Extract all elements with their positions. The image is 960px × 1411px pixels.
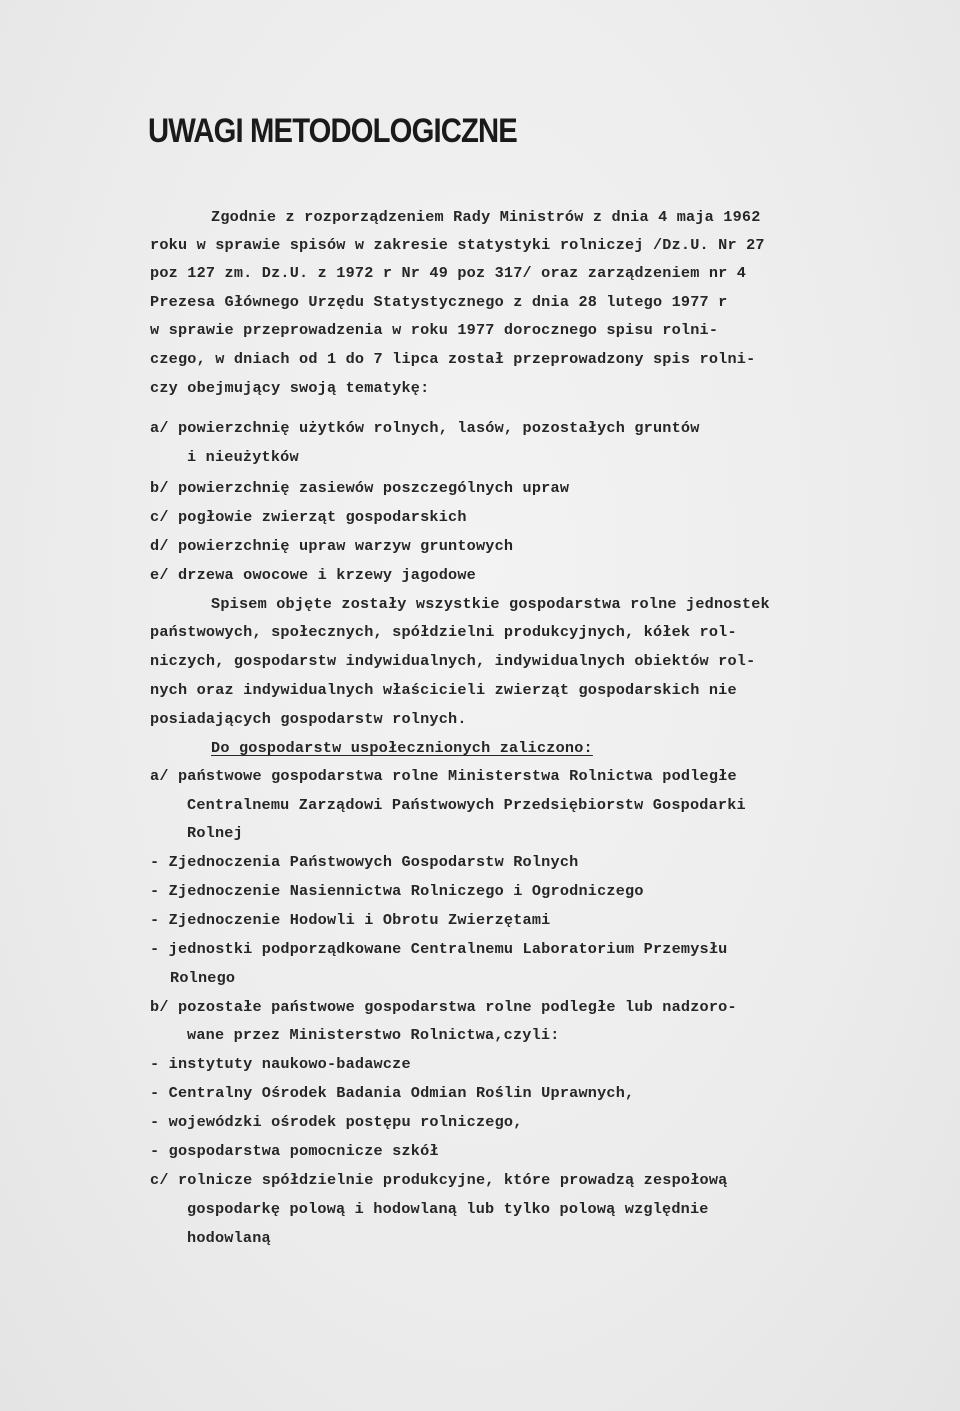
text-line: poz 127 zm. Dz.U. z 1972 r Nr 49 poz 317/ oraz zarządzeniem nr 4 <box>150 264 747 282</box>
list-item: c/ pogłowie zwierząt gospodarskich <box>150 508 467 526</box>
list-item: b/ powierzchnię zasiewów poszczególnych upraw <box>150 479 570 497</box>
list-item: b/ pozostałe państwowe gospodarstwa rolne podległe lub nadzoro- <box>150 998 737 1016</box>
list-item: - Zjednoczenie Nasiennictwa Rolniczego i Ogrodniczego <box>150 882 644 900</box>
list-item-continuation: Rolnej <box>187 824 243 842</box>
list-item: - Zjednoczenia Państwowych Gospodarstw Rolnych <box>150 853 579 871</box>
list-item: e/ drzewa owocowe i krzewy jagodowe <box>150 566 476 584</box>
list-item-continuation: Centralnemu Zarządowi Państwowych Przedsiębiorstw Gospodarki <box>187 796 746 814</box>
text-line: roku w sprawie spisów w zakresie statystyki rolniczej /Dz.U. Nr 27 <box>150 236 765 254</box>
text-line: w sprawie przeprowadzenia w roku 1977 dorocznego spisu rolni- <box>150 321 719 339</box>
text-line: czy obejmujący swoją tematykę: <box>150 379 430 397</box>
text-line: posiadających gospodarstw rolnych. <box>150 710 467 728</box>
list-item: - gospodarstwa pomocnicze szkół <box>150 1142 439 1160</box>
list-item-continuation: wane przez Ministerstwo Rolnictwa,czyli: <box>187 1026 560 1044</box>
list-item-continuation: hodowlaną <box>187 1229 271 1247</box>
page-title: UWAGI METODOLOGICZNE <box>148 112 517 150</box>
list-item: - Centralny Ośrodek Badania Odmian Roślin Uprawnych, <box>150 1084 635 1102</box>
text-line: państwowych, społecznych, spółdzielni produkcyjnych, kółek rol- <box>150 623 737 641</box>
list-item: - wojewódzki ośrodek postępu rolniczego, <box>150 1113 523 1131</box>
list-item: a/ państwowe gospodarstwa rolne Ministerstwa Rolnictwa podległe <box>150 767 737 785</box>
text-line: Zgodnie z rozporządzeniem Rady Ministrów z dnia 4 maja 1962 <box>211 208 761 226</box>
list-item-continuation: Rolnego <box>170 969 236 987</box>
text-line: Spisem objęte zostały wszystkie gospodarstwa rolne jednostek <box>211 595 770 613</box>
list-item-continuation: gospodarkę polową i hodowlaną lub tylko polową względnie <box>187 1200 709 1218</box>
text-line: nych oraz indywidualnych właścicieli zwierząt gospodarskich nie <box>150 681 737 699</box>
list-item: a/ powierzchnię użytków rolnych, lasów, pozostałych gruntów <box>150 419 700 437</box>
text-line: niczych, gospodarstw indywidualnych, indywidualnych obiektów rol- <box>150 652 756 670</box>
list-item: - instytuty naukowo-badawcze <box>150 1055 411 1073</box>
list-item: d/ powierzchnię upraw warzyw gruntowych <box>150 537 514 555</box>
text-line: Prezesa Głównego Urzędu Statystycznego z dnia 28 lutego 1977 r <box>150 293 728 311</box>
text-line: czego, w dniach od 1 do 7 lipca został przeprowadzony spis rolni- <box>150 350 756 368</box>
list-item: - jednostki podporządkowane Centralnemu Laboratorium Przemysłu <box>150 940 728 958</box>
list-item: c/ rolnicze spółdzielnie produkcyjne, które prowadzą zespołową <box>150 1171 728 1189</box>
list-item-continuation: i nieużytków <box>187 448 299 466</box>
section-heading: Do gospodarstw uspołecznionych zaliczono: <box>211 739 593 757</box>
list-item: - Zjednoczenie Hodowli i Obrotu Zwierzętami <box>150 911 551 929</box>
